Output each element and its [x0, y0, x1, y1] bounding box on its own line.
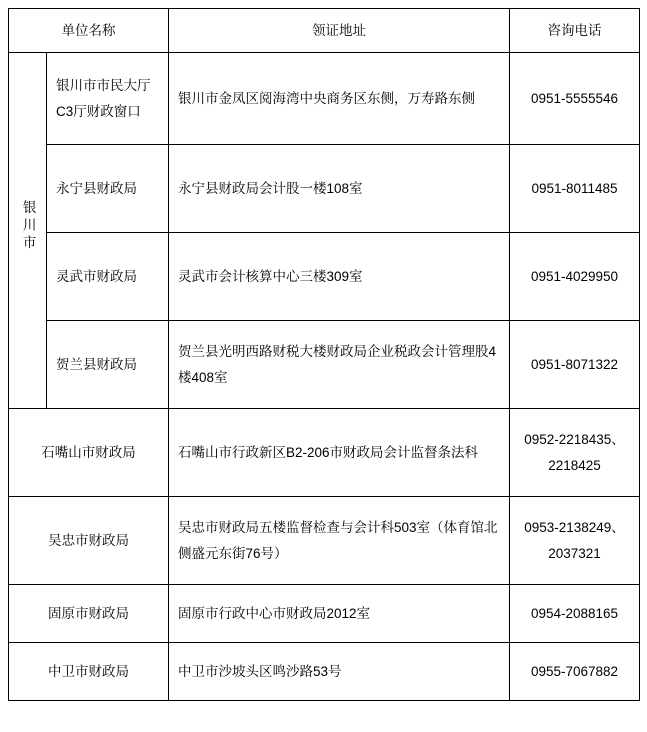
table-row	[9, 321, 640, 409]
phone-cell: 0955-7067882	[510, 643, 640, 701]
table-row	[9, 497, 640, 585]
address-cell: 永宁县财政局会计股一楼108室	[169, 145, 510, 233]
region-cell-yinchuan	[9, 53, 47, 409]
address-cell: 灵武市会计核算中心三楼309室	[169, 233, 510, 321]
phone-cell: 0954-2088165	[510, 585, 640, 643]
table-row	[9, 585, 640, 643]
region-label: 银川市	[20, 199, 36, 253]
address-cell: 贺兰县光明西路财税大楼财政局企业税政会计管理股4楼408室	[169, 321, 510, 409]
unit-name-cell: 吴忠市财政局	[9, 497, 169, 585]
address-cell: 吴忠市财政局五楼监督检查与会计科503室（体育馆北侧盛元东街76号）	[169, 497, 510, 585]
address-cell: 石嘴山市行政新区B2-206市财政局会计监督条法科	[169, 409, 510, 497]
unit-name-cell: 石嘴山市财政局	[9, 409, 169, 497]
table-row	[9, 145, 640, 233]
table-body	[9, 53, 640, 701]
unit-name-cell: 贺兰县财政局	[47, 321, 169, 409]
phone-cell: 0951-8071322	[510, 321, 640, 409]
address-cell: 固原市行政中心市财政局2012室	[169, 585, 510, 643]
unit-name-cell: 永宁县财政局	[47, 145, 169, 233]
unit-name-cell: 灵武市财政局	[47, 233, 169, 321]
table-row	[9, 233, 640, 321]
phone-cell: 0951-8011485	[510, 145, 640, 233]
unit-name-cell: 银川市市民大厅C3厅财政窗口	[47, 53, 169, 145]
phone-cell: 0951-5555546	[510, 53, 640, 145]
header-phone: 咨询电话	[510, 9, 640, 53]
unit-name-cell: 中卫市财政局	[9, 643, 169, 701]
header-address: 领证地址	[169, 9, 510, 53]
phone-cell: 0952-2218435、2218425	[510, 409, 640, 497]
table-row	[9, 643, 640, 701]
phone-cell: 0951-4029950	[510, 233, 640, 321]
table-header-row	[9, 9, 640, 53]
address-cell: 银川市金凤区阅海湾中央商务区东侧，万寿路东侧	[169, 53, 510, 145]
phone-cell: 0953-2138249、2037321	[510, 497, 640, 585]
unit-name-cell: 固原市财政局	[9, 585, 169, 643]
certificate-pickup-table	[8, 8, 640, 701]
table-header	[9, 9, 640, 53]
table-row	[9, 409, 640, 497]
table-row	[9, 53, 640, 145]
address-cell: 中卫市沙坡头区鸣沙路53号	[169, 643, 510, 701]
header-unit-name: 单位名称	[9, 9, 169, 53]
